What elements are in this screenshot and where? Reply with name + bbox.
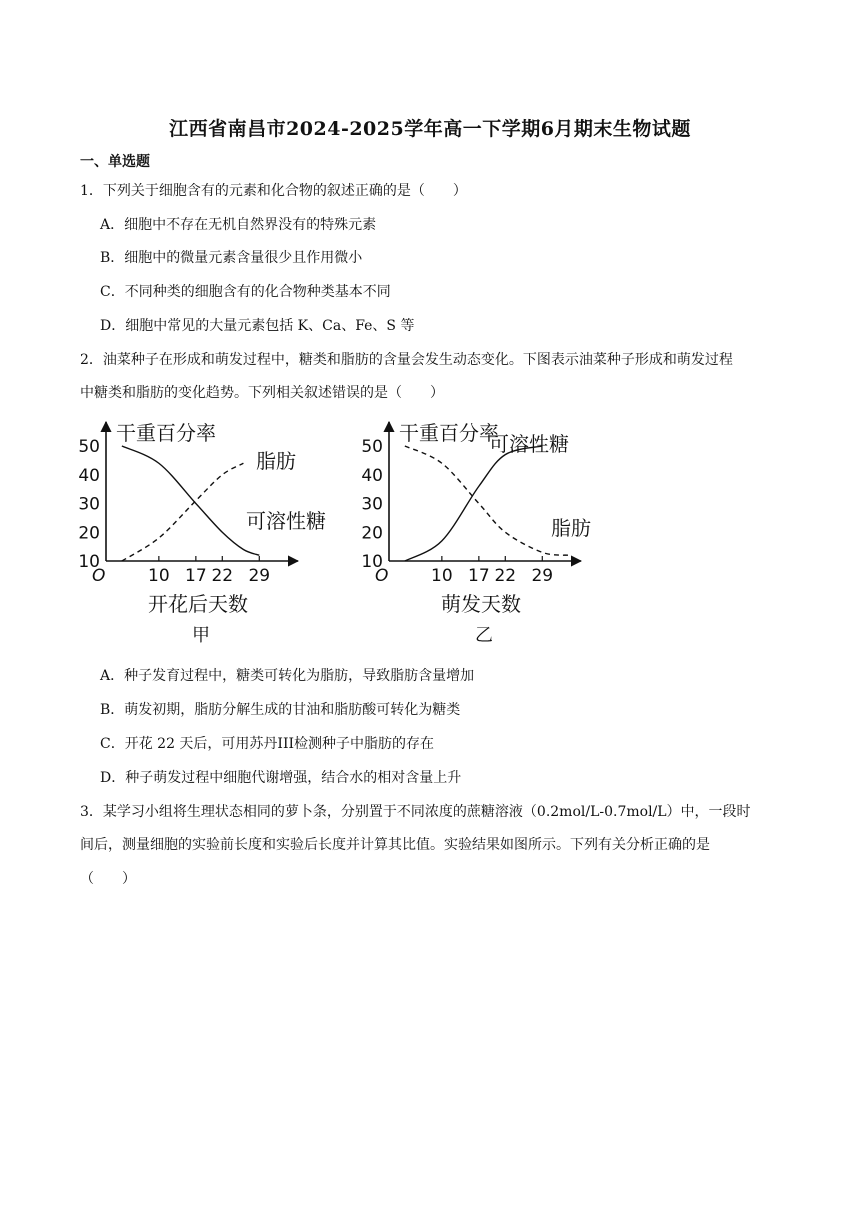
series-label: 可溶性糖 — [246, 509, 326, 533]
question-1-option-c: C．不同种类的细胞含有的化合物种类基本不同 — [100, 284, 391, 300]
question-2-option-d: D．种子萌发过程中细胞代谢增强，结合水的相对含量上升 — [100, 770, 462, 786]
series-line-dashed — [405, 446, 569, 555]
series-label: 脂肪 — [256, 449, 296, 473]
figure-sugar-fat-charts — [76, 416, 676, 650]
question-3-line-2: 间后，测量细胞的实验前长度和实验后长度并计算其比值。实验结果如图所示。下列有关分析正确的是 — [80, 837, 710, 853]
x-tick-label: 29 — [248, 566, 271, 586]
page-title: 江西省南昌市2024-2025学年高一下学期6月期末生物试题 — [169, 118, 691, 140]
x-tick-label: 17 — [468, 566, 490, 586]
y-tick-label: 10 — [78, 552, 100, 572]
series-label: 可溶性糖 — [489, 432, 569, 456]
y-tick-label: 10 — [361, 552, 383, 572]
series-line-solid — [405, 446, 542, 561]
origin-label: O — [92, 566, 106, 586]
question-1-option-b: B．细胞中的微量元素含量很少且作用微小 — [100, 250, 363, 266]
chart-panel-yi — [361, 421, 591, 646]
x-tick-label: 22 — [211, 566, 234, 586]
y-tick-label: 20 — [78, 523, 100, 544]
question-3-line-3: （ ） — [80, 871, 136, 887]
x-tick-label: 10 — [431, 566, 453, 586]
section-heading: 一、单选题 — [80, 154, 150, 170]
x-tick-label: 22 — [494, 566, 517, 586]
x-tick-label: 10 — [148, 566, 170, 586]
series-line-dashed — [122, 463, 244, 561]
x-axis-label: 开花后天数 — [148, 592, 248, 616]
x-axis-label: 萌发天数 — [441, 592, 521, 616]
x-tick-label: 29 — [531, 566, 554, 586]
series-label: 脂肪 — [551, 516, 591, 540]
panel-label: 乙 — [475, 625, 493, 646]
panel-label: 甲 — [192, 625, 210, 646]
series-line-solid — [122, 446, 259, 555]
question-3-line-1: 3．某学习小组将生理状态相同的萝卜条，分别置于不同浓度的蔗糖溶液（0.2mol/L-0.7mol/L）中，一段时 — [80, 804, 751, 820]
y-tick-label: 40 — [78, 465, 100, 486]
question-1-option-d: D．细胞中常见的大量元素包括 K、Ca、Fe、S 等 — [100, 318, 415, 334]
y-tick-label: 40 — [361, 465, 383, 486]
question-2-stem-line-1: 2．油菜种子在形成和萌发过程中，糖类和脂肪的含量会发生动态变化。下图表示油菜种子形成和萌发过程 — [80, 352, 733, 368]
y-tick-label: 50 — [361, 437, 383, 457]
question-2-stem-line-2: 中糖类和脂肪的变化趋势。下列相关叙述错误的是（ ） — [80, 385, 444, 401]
y-tick-label: 50 — [78, 437, 100, 457]
question-1-stem: 1．下列关于细胞含有的元素和化合物的叙述正确的是（ ） — [80, 183, 467, 199]
y-tick-label: 30 — [78, 494, 100, 515]
x-tick-label: 17 — [185, 566, 207, 586]
y-axis-label: 干重百分率 — [399, 421, 499, 445]
chart-panel-jia — [78, 421, 326, 646]
question-2-option-a: A．种子发育过程中，糖类可转化为脂肪，导致脂肪含量增加 — [100, 668, 475, 684]
question-2-option-b: B．萌发初期，脂肪分解生成的甘油和脂肪酸可转化为糖类 — [100, 702, 461, 718]
y-tick-label: 30 — [361, 494, 383, 515]
origin-label: O — [375, 566, 389, 586]
charts-svg — [76, 416, 676, 646]
y-tick-label: 20 — [361, 523, 383, 544]
question-2-option-c: C．开花 22 天后，可用苏丹III检测种子中脂肪的存在 — [100, 736, 435, 752]
question-1-option-a: A．细胞中不存在无机自然界没有的特殊元素 — [100, 217, 377, 233]
y-axis-label: 干重百分率 — [116, 421, 216, 445]
